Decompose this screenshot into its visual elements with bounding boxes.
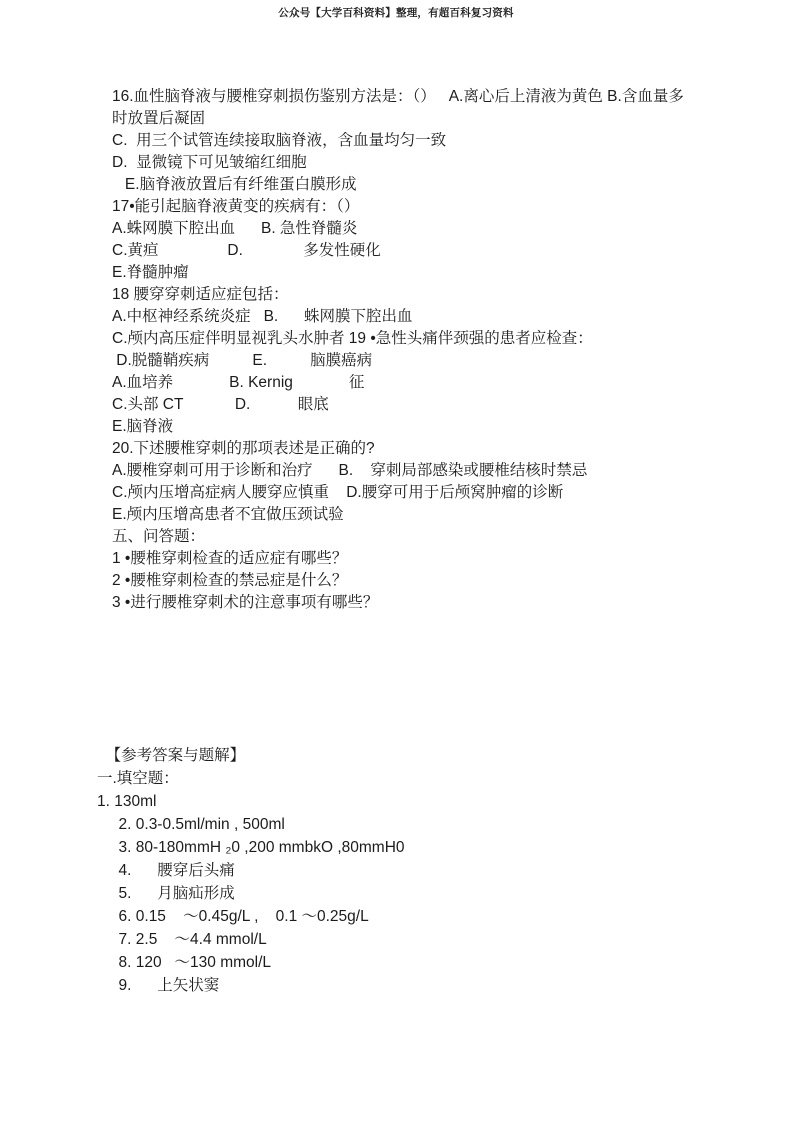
text-line: A.蛛网膜下腔出血 B. 急性脊髓炎	[112, 220, 358, 237]
text-line: 1 •腰椎穿刺检查的适应症有哪些？	[112, 550, 348, 567]
text-line: C.颅内压增高症病人腰穿应慎重 D.腰穿可用于后颅窝肿瘤的诊断	[112, 484, 564, 501]
text-line: E.脑脊液	[112, 418, 174, 435]
text-line: 18 腰穿穿刺适应症包括：	[112, 286, 289, 303]
text-line: D.脱髓鞘疾病 E. 脑膜癌病	[112, 352, 373, 369]
text-line: 1. 130ml	[97, 793, 157, 810]
text-line: A.血培养 B. Kernig 征	[112, 374, 365, 391]
text-line: C.颅内高压症伴明显视乳头水肿者 19 •急性头痛伴颈强的患者应检查：	[112, 330, 593, 347]
text-line: 2. 0.3-0.5ml/min , 500ml	[97, 816, 285, 833]
text-line: 时放置后凝固	[112, 110, 206, 127]
text-line: 17•能引起脑脊液黄变的疾病有：（）	[112, 198, 360, 215]
text-line: 3 •进行腰椎穿刺术的注意事项有哪些？	[112, 594, 379, 611]
page-header-note: 公众号【大学百科资料】整理，有超百科复习资料	[278, 8, 514, 19]
questions-section	[112, 86, 684, 614]
text-line: 9. 上矢状窦	[97, 977, 220, 994]
text-line: C.头部 CT D. 眼底	[112, 396, 329, 413]
text-line: 20.下述腰椎穿刺的那项表述是正确的?	[112, 440, 375, 457]
text-line: 7. 2.5 〜4.4 mmol/L	[97, 931, 267, 948]
text-line: C.黄疸 D. 多发性硬化	[112, 242, 381, 259]
text-line: A.中枢神经系统炎症 B. 蛛网膜下腔出血	[112, 308, 413, 325]
answers-section	[97, 744, 405, 997]
text-line: D. 显微镜下可见皱缩红细胞	[112, 154, 307, 171]
text-line: E.脑脊液放置后有纤维蛋白膜形成	[112, 176, 357, 193]
text-line: 3. 80-180mmH ₂0 ,200 mmbkO ,80mmH0	[97, 839, 405, 856]
text-line: 2 •腰椎穿刺检查的禁忌症是什么？	[112, 572, 348, 589]
text-line: A.腰椎穿刺可用于诊断和治疗 B. 穿刺局部感染或腰椎结核时禁忌	[112, 462, 588, 479]
text-line: 5. 月脑疝形成	[97, 885, 235, 902]
text-line: 8. 120 〜130 mmol/L	[97, 954, 272, 971]
text-line: 4. 腰穿后头痛	[97, 862, 235, 879]
text-line: 【参考答案与题解】	[97, 747, 246, 764]
text-line: C. 用三个试管连续接取脑脊液，含血量均匀一致	[112, 132, 447, 149]
text-line: 一.填空题：	[97, 770, 179, 787]
text-line: 五、问答题：	[112, 528, 206, 545]
text-line: 6. 0.15 〜0.45g/L , 0.1 〜0.25g/L	[97, 908, 369, 925]
text-line: 16.血性脑脊液与腰椎穿刺损伤鉴别方法是：（） A.离心后上清液为黄色 B.含血量多	[112, 88, 684, 105]
text-line: E.颅内压增高患者不宜做压颈试验	[112, 506, 344, 523]
text-line: E.脊髓肿瘤	[112, 264, 189, 281]
